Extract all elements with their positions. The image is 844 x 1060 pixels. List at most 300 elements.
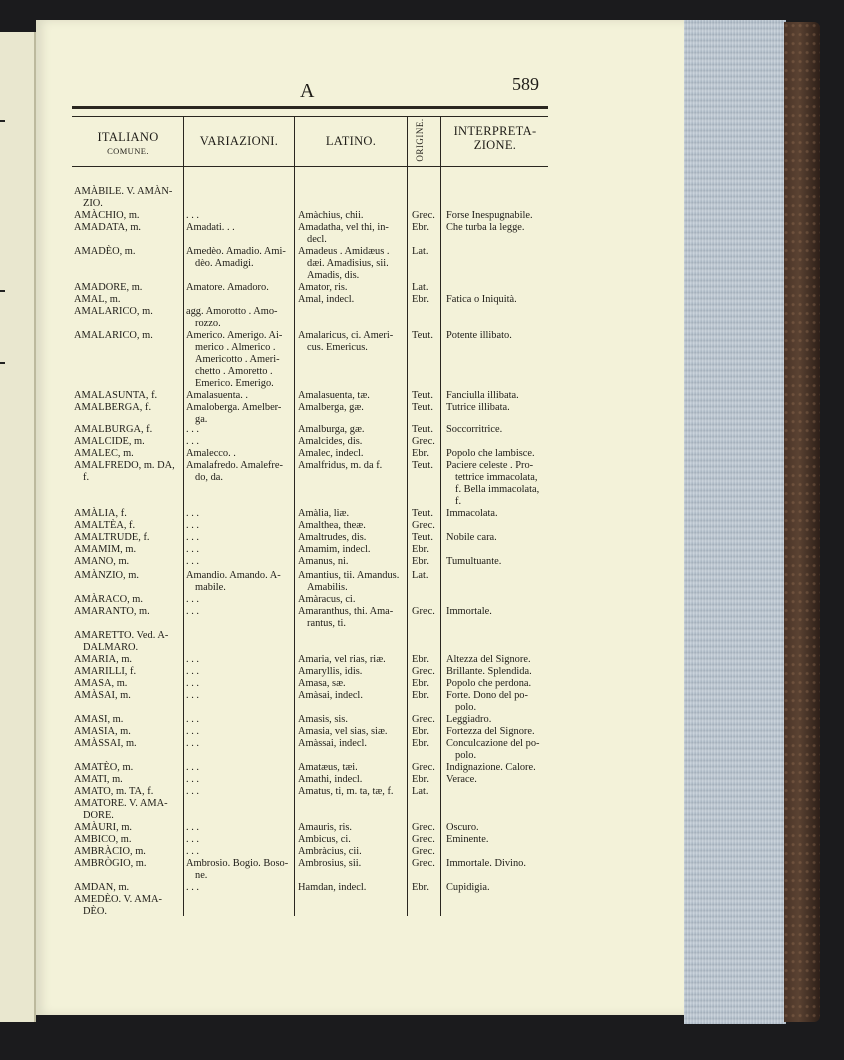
entry-variation-line: . . . bbox=[186, 594, 199, 605]
entry-variation-line: . . . bbox=[186, 690, 199, 701]
entry-italian bbox=[74, 786, 153, 798]
entry-italian-line: AMALTÈA, f. bbox=[74, 520, 136, 531]
entry-variation bbox=[186, 448, 236, 460]
entry-latin-line: Amaranthus, thi. Ama- bbox=[298, 606, 394, 617]
entry-variation-line: Emerico. Emerigo. bbox=[195, 378, 274, 389]
entry-origin bbox=[412, 294, 429, 306]
entry-origin bbox=[412, 666, 435, 678]
entry-italian bbox=[74, 846, 146, 858]
entry-latin bbox=[298, 774, 362, 786]
entry-latin bbox=[298, 846, 362, 858]
entry-latin-line: dæi. Amadisius, sii. bbox=[307, 258, 389, 269]
entry-variation-line: . . . bbox=[186, 606, 199, 617]
entry-latin bbox=[298, 210, 364, 222]
entry-latin bbox=[298, 436, 362, 448]
entry-origin-line: Ebr. bbox=[412, 448, 430, 459]
entry-origin bbox=[412, 402, 433, 414]
italiano-label: ITALIANO bbox=[97, 130, 159, 144]
column-divider-4 bbox=[440, 116, 441, 916]
entry-variation-line: do, da. bbox=[195, 472, 223, 483]
entry-latin-line: Amalberga, gæ. bbox=[298, 402, 364, 413]
entry-interpretation bbox=[446, 666, 532, 678]
entry-variation-line: . . . bbox=[186, 556, 199, 567]
entry-variation-line: merico . Almerico . bbox=[195, 342, 276, 353]
entry-italian bbox=[74, 532, 150, 544]
entry-interpretation bbox=[446, 460, 539, 508]
entry-interpretation-line: Leggiadro. bbox=[446, 714, 492, 725]
entry-variation-line: . . . bbox=[186, 424, 199, 435]
entry-origin-line: Ebr. bbox=[412, 294, 430, 305]
entry-variation bbox=[186, 424, 199, 436]
entry-origin-line: Ebr. bbox=[412, 726, 430, 737]
entry-origin bbox=[412, 282, 428, 294]
entry-italian-line: AMBICO, m. bbox=[74, 834, 132, 845]
entry-variation-line: . . . bbox=[186, 210, 199, 221]
entry-interpretation-line: Immacolata. bbox=[446, 508, 498, 519]
entry-italian-line: AMALBURGA, f. bbox=[74, 424, 153, 435]
entry-variation bbox=[186, 822, 199, 834]
entry-italian bbox=[74, 222, 141, 234]
entry-latin-line: Amauris, ris. bbox=[298, 822, 352, 833]
entry-latin bbox=[298, 858, 361, 870]
entry-latin-line: Amal, indecl. bbox=[298, 294, 355, 305]
entry-variation-line: . . . bbox=[186, 738, 199, 749]
entry-variation-line: Amandio. Amando. A- bbox=[186, 570, 281, 581]
column-header-interpretazione bbox=[442, 124, 548, 152]
entry-italian-line: DÈO. bbox=[83, 906, 107, 917]
entry-origin-line: Grec. bbox=[412, 210, 435, 221]
entry-latin bbox=[298, 666, 362, 678]
entry-italian-line: AMARANTO, m. bbox=[74, 606, 150, 617]
entry-interpretation-line: Conculcazione del po- bbox=[446, 738, 540, 749]
entry-italian-line: AMADATA, m. bbox=[74, 222, 141, 233]
entry-interpretation bbox=[446, 858, 526, 870]
entry-origin bbox=[412, 460, 433, 472]
entry-variation bbox=[186, 520, 199, 532]
entry-variation-line: . . . bbox=[186, 726, 199, 737]
entry-interpretation-line: Paciere celeste . Pro- bbox=[446, 460, 534, 471]
entry-italian bbox=[74, 774, 123, 786]
entry-origin-line: Lat. bbox=[412, 282, 429, 293]
entry-italian-line: AMÀSSAI, m. bbox=[74, 738, 137, 749]
entry-variation bbox=[186, 570, 281, 594]
entry-origin bbox=[412, 762, 435, 774]
entry-latin-line: Amadis, dis. bbox=[307, 270, 360, 281]
entry-latin-line: Ambrosius, sii. bbox=[298, 858, 362, 869]
entry-origin bbox=[412, 690, 429, 702]
entry-interpretation-line: Fatica o Iniquità. bbox=[446, 294, 517, 305]
entry-interpretation-line: Verace. bbox=[446, 774, 477, 785]
entry-origin bbox=[412, 786, 428, 798]
entry-latin bbox=[298, 390, 370, 402]
entry-variation-line: agg. Amorotto . Amo- bbox=[186, 306, 278, 317]
entry-interpretation-line: Eminente. bbox=[446, 834, 489, 845]
entry-origin-line: Grec. bbox=[412, 846, 435, 857]
column-header-variazioni: VARIAZIONI. bbox=[199, 134, 279, 148]
entry-interpretation-line: Cupidigia. bbox=[446, 882, 490, 893]
entry-latin bbox=[298, 834, 351, 846]
entry-latin-line: Amatæus, tæi. bbox=[298, 762, 358, 773]
entry-variation bbox=[186, 786, 199, 798]
entry-interpretation bbox=[446, 390, 519, 402]
entry-latin-line: Amabilis. bbox=[307, 582, 348, 593]
entry-italian bbox=[74, 282, 142, 294]
entry-interpretation-line: Nobile cara. bbox=[446, 532, 497, 543]
entry-latin bbox=[298, 786, 394, 798]
entry-latin-line: Amalasuenta, tæ. bbox=[298, 390, 370, 401]
entry-variation-line: . . . bbox=[186, 714, 199, 725]
entry-origin bbox=[412, 858, 435, 870]
entry-origin-line: Ebr. bbox=[412, 774, 430, 785]
entry-variation bbox=[186, 330, 282, 390]
entry-variation bbox=[186, 690, 199, 702]
entry-latin bbox=[298, 460, 382, 472]
entry-variation bbox=[186, 762, 199, 774]
entry-italian bbox=[74, 330, 153, 342]
entry-latin-line: Amàlia, liæ. bbox=[298, 508, 350, 519]
entry-italian-line: AMASA, m. bbox=[74, 678, 128, 689]
entry-interpretation bbox=[446, 448, 535, 460]
entry-interpretation bbox=[446, 690, 528, 714]
entry-latin-line: Amàchius, chii. bbox=[298, 210, 364, 221]
entry-latin-line: Amadatha, vel thi, in- bbox=[298, 222, 389, 233]
entry-interpretation bbox=[446, 738, 539, 762]
entry-origin-line: Grec. bbox=[412, 822, 435, 833]
entry-latin-line: Amalthea, theæ. bbox=[298, 520, 366, 531]
entry-latin-line: rantus, ti. bbox=[307, 618, 346, 629]
entry-latin-line: Amasa, sæ. bbox=[298, 678, 346, 689]
entry-origin-line: Grec. bbox=[412, 858, 435, 869]
entry-interpretation bbox=[446, 532, 497, 544]
entry-variation-line: Amaloberga. Amelber- bbox=[186, 402, 282, 413]
entry-variation-line: . . . bbox=[186, 774, 199, 785]
entry-italian-line: AMALCIDE, m. bbox=[74, 436, 145, 447]
entry-italian-line: AMALEC, m. bbox=[74, 448, 134, 459]
entry-origin bbox=[412, 436, 435, 448]
entry-latin bbox=[298, 570, 399, 594]
entry-latin bbox=[298, 448, 364, 460]
entry-latin-line: Amalaricus, ci. Ameri- bbox=[298, 330, 394, 341]
entry-latin bbox=[298, 678, 346, 690]
entry-latin bbox=[298, 532, 366, 544]
entry-variation bbox=[186, 436, 199, 448]
entry-origin-line: Teut. bbox=[412, 424, 433, 435]
entry-italian-line: AMADÈO, m. bbox=[74, 246, 136, 257]
entry-origin-line: Ebr. bbox=[412, 556, 430, 567]
entry-italian-line: AMALTRUDE, f. bbox=[74, 532, 150, 543]
entry-italian bbox=[74, 834, 131, 846]
entry-latin bbox=[298, 762, 358, 774]
entry-italian bbox=[74, 594, 143, 606]
entry-variation-line: ga. bbox=[195, 414, 208, 425]
entry-interpretation bbox=[446, 726, 535, 738]
entry-italian-line: AMASI, m. bbox=[74, 714, 124, 725]
entry-italian-line: AMÀCHIO, m. bbox=[74, 210, 140, 221]
entry-variation-line: . . . bbox=[186, 762, 199, 773]
entry-interpretation-line: Popolo che perdona. bbox=[446, 678, 532, 689]
entry-italian bbox=[74, 448, 134, 460]
entry-variation bbox=[186, 460, 283, 484]
entry-latin bbox=[298, 738, 367, 750]
entry-origin bbox=[412, 508, 433, 520]
entry-latin-line: Amantius, tii. Amandus. bbox=[298, 570, 400, 581]
entry-origin-line: Teut. bbox=[412, 508, 433, 519]
entry-italian bbox=[74, 570, 139, 582]
entry-latin bbox=[298, 330, 393, 354]
entry-interpretation bbox=[446, 402, 510, 414]
comune-label: COMUNE. bbox=[107, 146, 149, 156]
entry-interpretation-line: polo. bbox=[455, 750, 477, 761]
entry-latin-line: Amalfridus, m. da f. bbox=[298, 460, 383, 471]
entry-italian bbox=[74, 738, 137, 750]
entry-italian bbox=[74, 460, 175, 484]
entry-latin bbox=[298, 246, 390, 282]
entry-origin bbox=[412, 714, 435, 726]
entry-italian-line: AMÀLIA, f. bbox=[74, 508, 127, 519]
entry-interpretation bbox=[446, 330, 512, 342]
entry-variation-line: Americo. Amerigo. Ai- bbox=[186, 330, 283, 341]
entry-interpretation-line: Tumultuante. bbox=[446, 556, 502, 567]
entry-origin bbox=[412, 726, 429, 738]
entry-latin bbox=[298, 882, 366, 894]
entry-italian bbox=[74, 894, 162, 918]
entry-origin-line: Grec. bbox=[412, 714, 435, 725]
entry-origin bbox=[412, 222, 429, 234]
entry-interpretation bbox=[446, 762, 536, 774]
entry-variation-line: Amalasuenta. . bbox=[186, 390, 249, 401]
entry-interpretation-line: Tutrice illibata. bbox=[446, 402, 510, 413]
entry-italian bbox=[74, 726, 131, 738]
entry-interpretation bbox=[446, 606, 492, 618]
entry-latin-line: Ambràcius, cii. bbox=[298, 846, 362, 857]
entry-interpretation bbox=[446, 654, 531, 666]
entry-italian-line: AMATÈO, m. bbox=[74, 762, 134, 773]
column-divider-3 bbox=[407, 116, 408, 916]
entry-italian bbox=[74, 666, 136, 678]
entry-variation bbox=[186, 544, 199, 556]
entry-italian-line: ZIO. bbox=[83, 198, 103, 209]
entry-latin-line: decl. bbox=[307, 234, 327, 245]
entry-origin-line: Ebr. bbox=[412, 738, 430, 749]
entry-italian-line: AMÀURI, m. bbox=[74, 822, 133, 833]
entry-interpretation-line: Potente illibato. bbox=[446, 330, 512, 341]
entry-variation bbox=[186, 774, 199, 786]
entry-latin-line: Amalec, indecl. bbox=[298, 448, 364, 459]
entry-italian bbox=[74, 436, 145, 448]
entry-variation-line: . . . bbox=[186, 786, 199, 797]
entry-variation bbox=[186, 282, 269, 294]
entry-latin bbox=[298, 556, 349, 568]
entry-origin-line: Teut. bbox=[412, 532, 433, 543]
entry-italian-line: AMASIA, m. bbox=[74, 726, 131, 737]
entry-italian-line: AMALFREDO, m. DA, bbox=[74, 460, 175, 471]
entry-italian bbox=[74, 390, 157, 402]
entry-latin bbox=[298, 294, 354, 306]
entry-variation bbox=[186, 714, 199, 726]
entry-latin bbox=[298, 822, 352, 834]
entry-variation bbox=[186, 532, 199, 544]
entry-latin bbox=[298, 544, 370, 556]
entry-italian bbox=[74, 762, 133, 774]
entry-italian-line: AMBRÒGIO, m. bbox=[74, 858, 147, 869]
entry-origin bbox=[412, 520, 435, 532]
entry-latin-line: Amalburga, gæ. bbox=[298, 424, 365, 435]
entry-origin bbox=[412, 882, 429, 894]
entry-variation-line: Amedèo. Amadio. Ami- bbox=[186, 246, 286, 257]
entry-interpretation-line: Altezza del Signore. bbox=[446, 654, 531, 665]
entry-variation bbox=[186, 210, 199, 222]
entry-variation bbox=[186, 654, 199, 666]
entry-variation-line: Amadati. . . bbox=[186, 222, 235, 233]
entry-variation bbox=[186, 846, 199, 858]
entry-interpretation-line: Immortale. bbox=[446, 606, 492, 617]
entry-interpretation bbox=[446, 774, 477, 786]
entry-interpretation-line: Che turba la legge. bbox=[446, 222, 525, 233]
entry-latin-line: Amaltrudes, dis. bbox=[298, 532, 367, 543]
entry-variation-line: . . . bbox=[186, 654, 199, 665]
entry-interpretation-line: Fortezza del Signore. bbox=[446, 726, 535, 737]
entry-italian-line: AMÀBILE. V. AMÀN- bbox=[74, 186, 173, 197]
entry-variation-line: . . . bbox=[186, 882, 199, 893]
entry-variation-line: . . . bbox=[186, 666, 199, 677]
entry-latin-line: Amasia, vel sias, siæ. bbox=[298, 726, 388, 737]
entry-italian-line: AMATI, m. bbox=[74, 774, 123, 785]
entry-variation-line: rozzo. bbox=[195, 318, 221, 329]
entry-origin bbox=[412, 678, 429, 690]
entry-interpretation bbox=[446, 222, 524, 234]
entry-italian-line: AMANO, m. bbox=[74, 556, 130, 567]
entry-variation-line: Americotto . Ameri- bbox=[195, 354, 280, 365]
entry-latin bbox=[298, 690, 363, 702]
facing-page-edge bbox=[0, 32, 36, 1022]
entry-italian bbox=[74, 508, 127, 520]
entry-origin bbox=[412, 606, 435, 618]
column-header-italiano bbox=[74, 130, 182, 158]
entry-latin bbox=[298, 594, 355, 606]
entry-interpretation-line: Oscuro. bbox=[446, 822, 479, 833]
entry-italian-line: AMATORE. V. AMA- bbox=[74, 798, 168, 809]
entry-variation bbox=[186, 606, 199, 618]
entry-italian bbox=[74, 186, 172, 210]
entry-origin bbox=[412, 846, 435, 858]
entry-italian bbox=[74, 882, 129, 894]
entry-origin-line: Grec. bbox=[412, 834, 435, 845]
entry-variation-line: Amatore. Amadoro. bbox=[186, 282, 269, 293]
entry-latin-line: Amàsai, indecl. bbox=[298, 690, 363, 701]
interpretazione-label-2: ZIONE. bbox=[473, 138, 517, 152]
entry-italian bbox=[74, 246, 135, 258]
entry-origin bbox=[412, 774, 429, 786]
entry-origin bbox=[412, 246, 428, 258]
entry-interpretation-line: Immortale. Divino. bbox=[446, 858, 526, 869]
entry-variation-line: chetto . Amoretto . bbox=[195, 366, 273, 377]
entry-origin-line: Ebr. bbox=[412, 690, 430, 701]
entry-origin-line: Ebr. bbox=[412, 222, 430, 233]
entry-italian bbox=[74, 678, 127, 690]
entry-italian bbox=[74, 714, 123, 726]
entry-italian bbox=[74, 798, 168, 822]
entry-origin bbox=[412, 424, 433, 436]
entry-variation bbox=[186, 508, 199, 520]
running-head-letter: A bbox=[300, 80, 315, 102]
entry-latin-line: Amàracus, ci. bbox=[298, 594, 356, 605]
entry-variation-line: Amalecco. . bbox=[186, 448, 236, 459]
page-number: 589 bbox=[512, 74, 539, 94]
entry-italian-line: AMARIA, m. bbox=[74, 654, 133, 665]
entry-latin-line: Amadeus . Amidæus . bbox=[298, 246, 390, 257]
entry-italian-line: AMALBERGA, f. bbox=[74, 402, 152, 413]
entry-italian bbox=[74, 402, 151, 414]
entry-variation-line: . . . bbox=[186, 834, 199, 845]
entry-origin-line: Grec. bbox=[412, 436, 435, 447]
entry-italian bbox=[74, 858, 146, 870]
entry-variation bbox=[186, 246, 286, 270]
entry-latin bbox=[298, 606, 393, 630]
entry-origin-line: Grec. bbox=[412, 762, 435, 773]
entry-latin bbox=[298, 424, 364, 436]
entry-latin-line: Amator, ris. bbox=[298, 282, 348, 293]
entry-latin bbox=[298, 654, 386, 666]
entry-italian-line: AMBRÀCIO, m. bbox=[74, 846, 146, 857]
entry-origin bbox=[412, 532, 433, 544]
entry-latin-line: Amaryllis, idis. bbox=[298, 666, 363, 677]
entry-origin-line: Lat. bbox=[412, 570, 429, 581]
entry-italian-line: AMALASUNTA, f. bbox=[74, 390, 158, 401]
entry-italian bbox=[74, 210, 140, 222]
entry-italian-line: AMARILLI, f. bbox=[74, 666, 137, 677]
entry-variation-line: . . . bbox=[186, 508, 199, 519]
top-thin-rule bbox=[72, 116, 548, 117]
entry-origin bbox=[412, 738, 429, 750]
entry-italian-line: AMADORE, m. bbox=[74, 282, 143, 293]
entry-origin bbox=[412, 822, 435, 834]
entry-variation bbox=[186, 738, 199, 750]
entry-italian bbox=[74, 556, 129, 568]
entry-origin bbox=[412, 570, 428, 582]
entry-origin bbox=[412, 390, 433, 402]
entry-latin bbox=[298, 520, 366, 532]
entry-interpretation bbox=[446, 678, 531, 690]
entry-interpretation-line: f. bbox=[455, 496, 462, 507]
entry-origin-line: Grec. bbox=[412, 606, 435, 617]
entry-italian-line: AMÀSAI, m. bbox=[74, 690, 131, 701]
entry-origin-line: Teut. bbox=[412, 460, 433, 471]
column-divider-1 bbox=[183, 116, 184, 916]
entry-origin bbox=[412, 448, 429, 460]
entry-italian-line: DORE. bbox=[83, 810, 114, 821]
entry-latin-line: Hamdan, indecl. bbox=[298, 882, 367, 893]
entry-interpretation-line: tettrice immacolata, bbox=[455, 472, 538, 483]
entry-variation bbox=[186, 666, 199, 678]
column-divider-2 bbox=[294, 116, 295, 916]
entry-variation-line: Ambrosio. Bogio. Boso- bbox=[186, 858, 289, 869]
entry-origin bbox=[412, 330, 433, 342]
entry-origin-line: Grec. bbox=[412, 520, 435, 531]
entry-italian bbox=[74, 654, 132, 666]
entry-variation bbox=[186, 402, 281, 426]
entry-variation bbox=[186, 390, 248, 402]
entry-latin-line: Amathi, indecl. bbox=[298, 774, 363, 785]
entry-origin-line: Ebr. bbox=[412, 882, 430, 893]
entry-italian bbox=[74, 520, 135, 532]
entry-interpretation-line: Forte. Dono del po- bbox=[446, 690, 528, 701]
entry-italian bbox=[74, 690, 131, 702]
entry-interpretation bbox=[446, 822, 479, 834]
entry-interpretation bbox=[446, 508, 498, 520]
column-header-origine: ORIGINE. bbox=[415, 118, 425, 162]
entry-latin-line: Ambicus, ci. bbox=[298, 834, 351, 845]
entry-italian-line: AMÀNZIO, m. bbox=[74, 570, 139, 581]
